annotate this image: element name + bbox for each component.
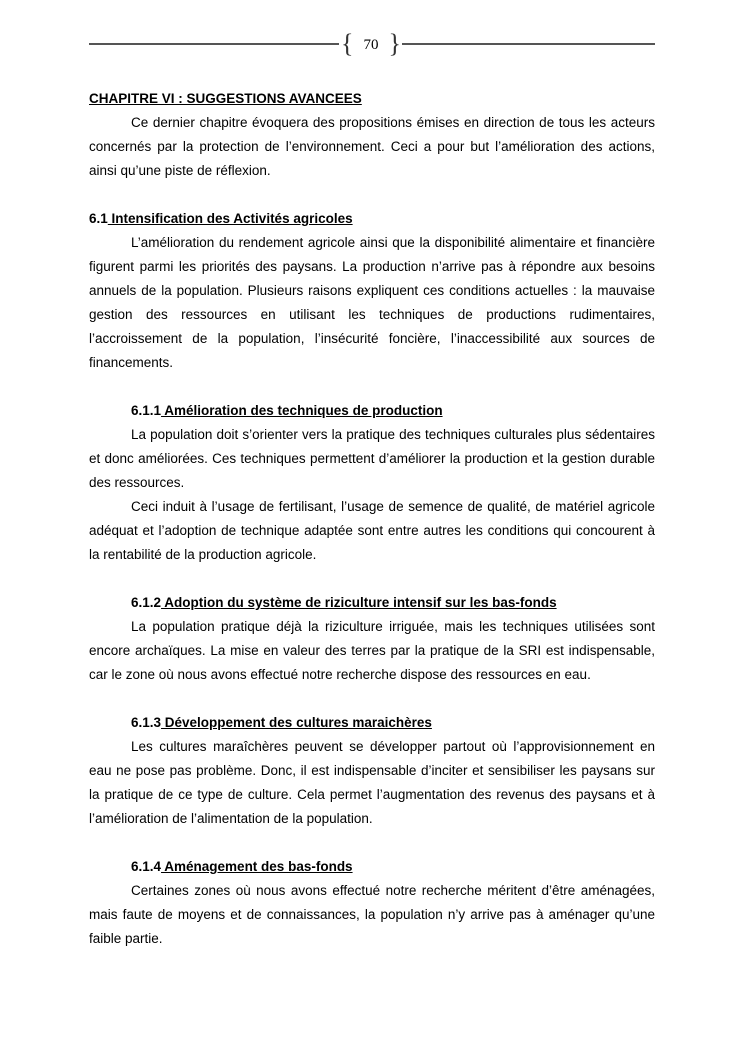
subsection-number: 6.1.1 [131,403,162,418]
subsection-title: Aménagement des bas-fonds [161,859,353,874]
subsection-paragraph: La population doit s’orienter vers la pratique des techniques culturales plus sédentaires et donc améliorées. Ces techniques permettent d’améliorer la production et la gestion durable des ressources. [89,427,655,490]
subsection-paragraph: Les cultures maraîchères peuvent se développer partout où l’approvisionnement en eau ne pose pas problème. Donc, il est indispensable d’inciter et sensibiliser les paysans sur la pratique de ce type de culture. Cela permet l’augmentation des revenus des paysans et à l’amélioration de l’alimentation de la population. [89,739,655,826]
subsection-number: 6.1.2 [131,595,162,610]
subsection-title: Adoption du système de riziculture intensif sur les bas-fonds [161,595,557,610]
section-number: 6.1 [89,211,108,226]
page-number-box [341,28,401,62]
subsection-heading-6-1-3 [89,711,655,735]
right-brace-ornament: } [388,29,401,58]
subsection-paragraph: Certaines zones où nous avons effectué notre recherche méritent d’être aménagées, mais faute de moyens et de connaissances, la population n’y arrive pas à aménager qu’une faible partie. [89,883,655,946]
subsection-heading-6-1-2 [89,591,655,615]
subsection-heading-6-1-1 [89,399,655,423]
subsection-number: 6.1.3 [131,715,162,730]
subsection-title: Amélioration des techniques de production [161,403,443,418]
subsection-heading-6-1-4 [89,855,655,879]
chapter-title: CHAPITRE VI : SUGGESTIONS AVANCEES [89,91,362,106]
section-paragraph: L’amélioration du rendement agricole ainsi que la disponibilité alimentaire et financière figurent parmi les priorités des paysans. La production n’arrive pas à répondre aux besoins annuels de la population. Plusieurs raisons expliquent ces conditions actuelles : la mauvaise gestion des ressources en utilisant les techniques de productions rudimentaires, l’accroissement de la population, l’insécurité foncière, l’inaccessibilité aux sources de financements. [89,235,655,370]
page-header [89,28,655,62]
chapter-intro-paragraph: Ce dernier chapitre évoquera des propositions émises en direction de tous les acteurs concernés par la protection de l’environnement. Ceci a pour but l’amélioration des actions, ainsi qu’une piste de réflexion. [89,115,655,178]
page-body [89,87,655,951]
subsection-number: 6.1.4 [131,859,162,874]
subsection-paragraph: La population pratique déjà la riziculture irriguée, mais les techniques utilisées sont encore archaïques. La mise en valeur des terres par la pratique de la SRI est indispensable, car le zone où nous avons effectué notre recherche dispose des ressources en eau. [89,619,655,682]
left-brace-ornament: { [341,29,354,58]
page-number: 70 [363,37,379,53]
section-heading [89,207,655,231]
header-rule-right [402,43,655,45]
header-rule-left [89,43,339,45]
section-title: Intensification des Activités agricoles [107,211,353,226]
subsection-title: Développement des cultures maraichères [161,715,432,730]
subsection-paragraph: Ceci induit à l’usage de fertilisant, l’usage de semence de qualité, de matériel agricole adéquat et l’adoption de technique adaptée sont entre autres les conditions qui concourent à la rentabilité de la production agricole. [89,499,655,562]
